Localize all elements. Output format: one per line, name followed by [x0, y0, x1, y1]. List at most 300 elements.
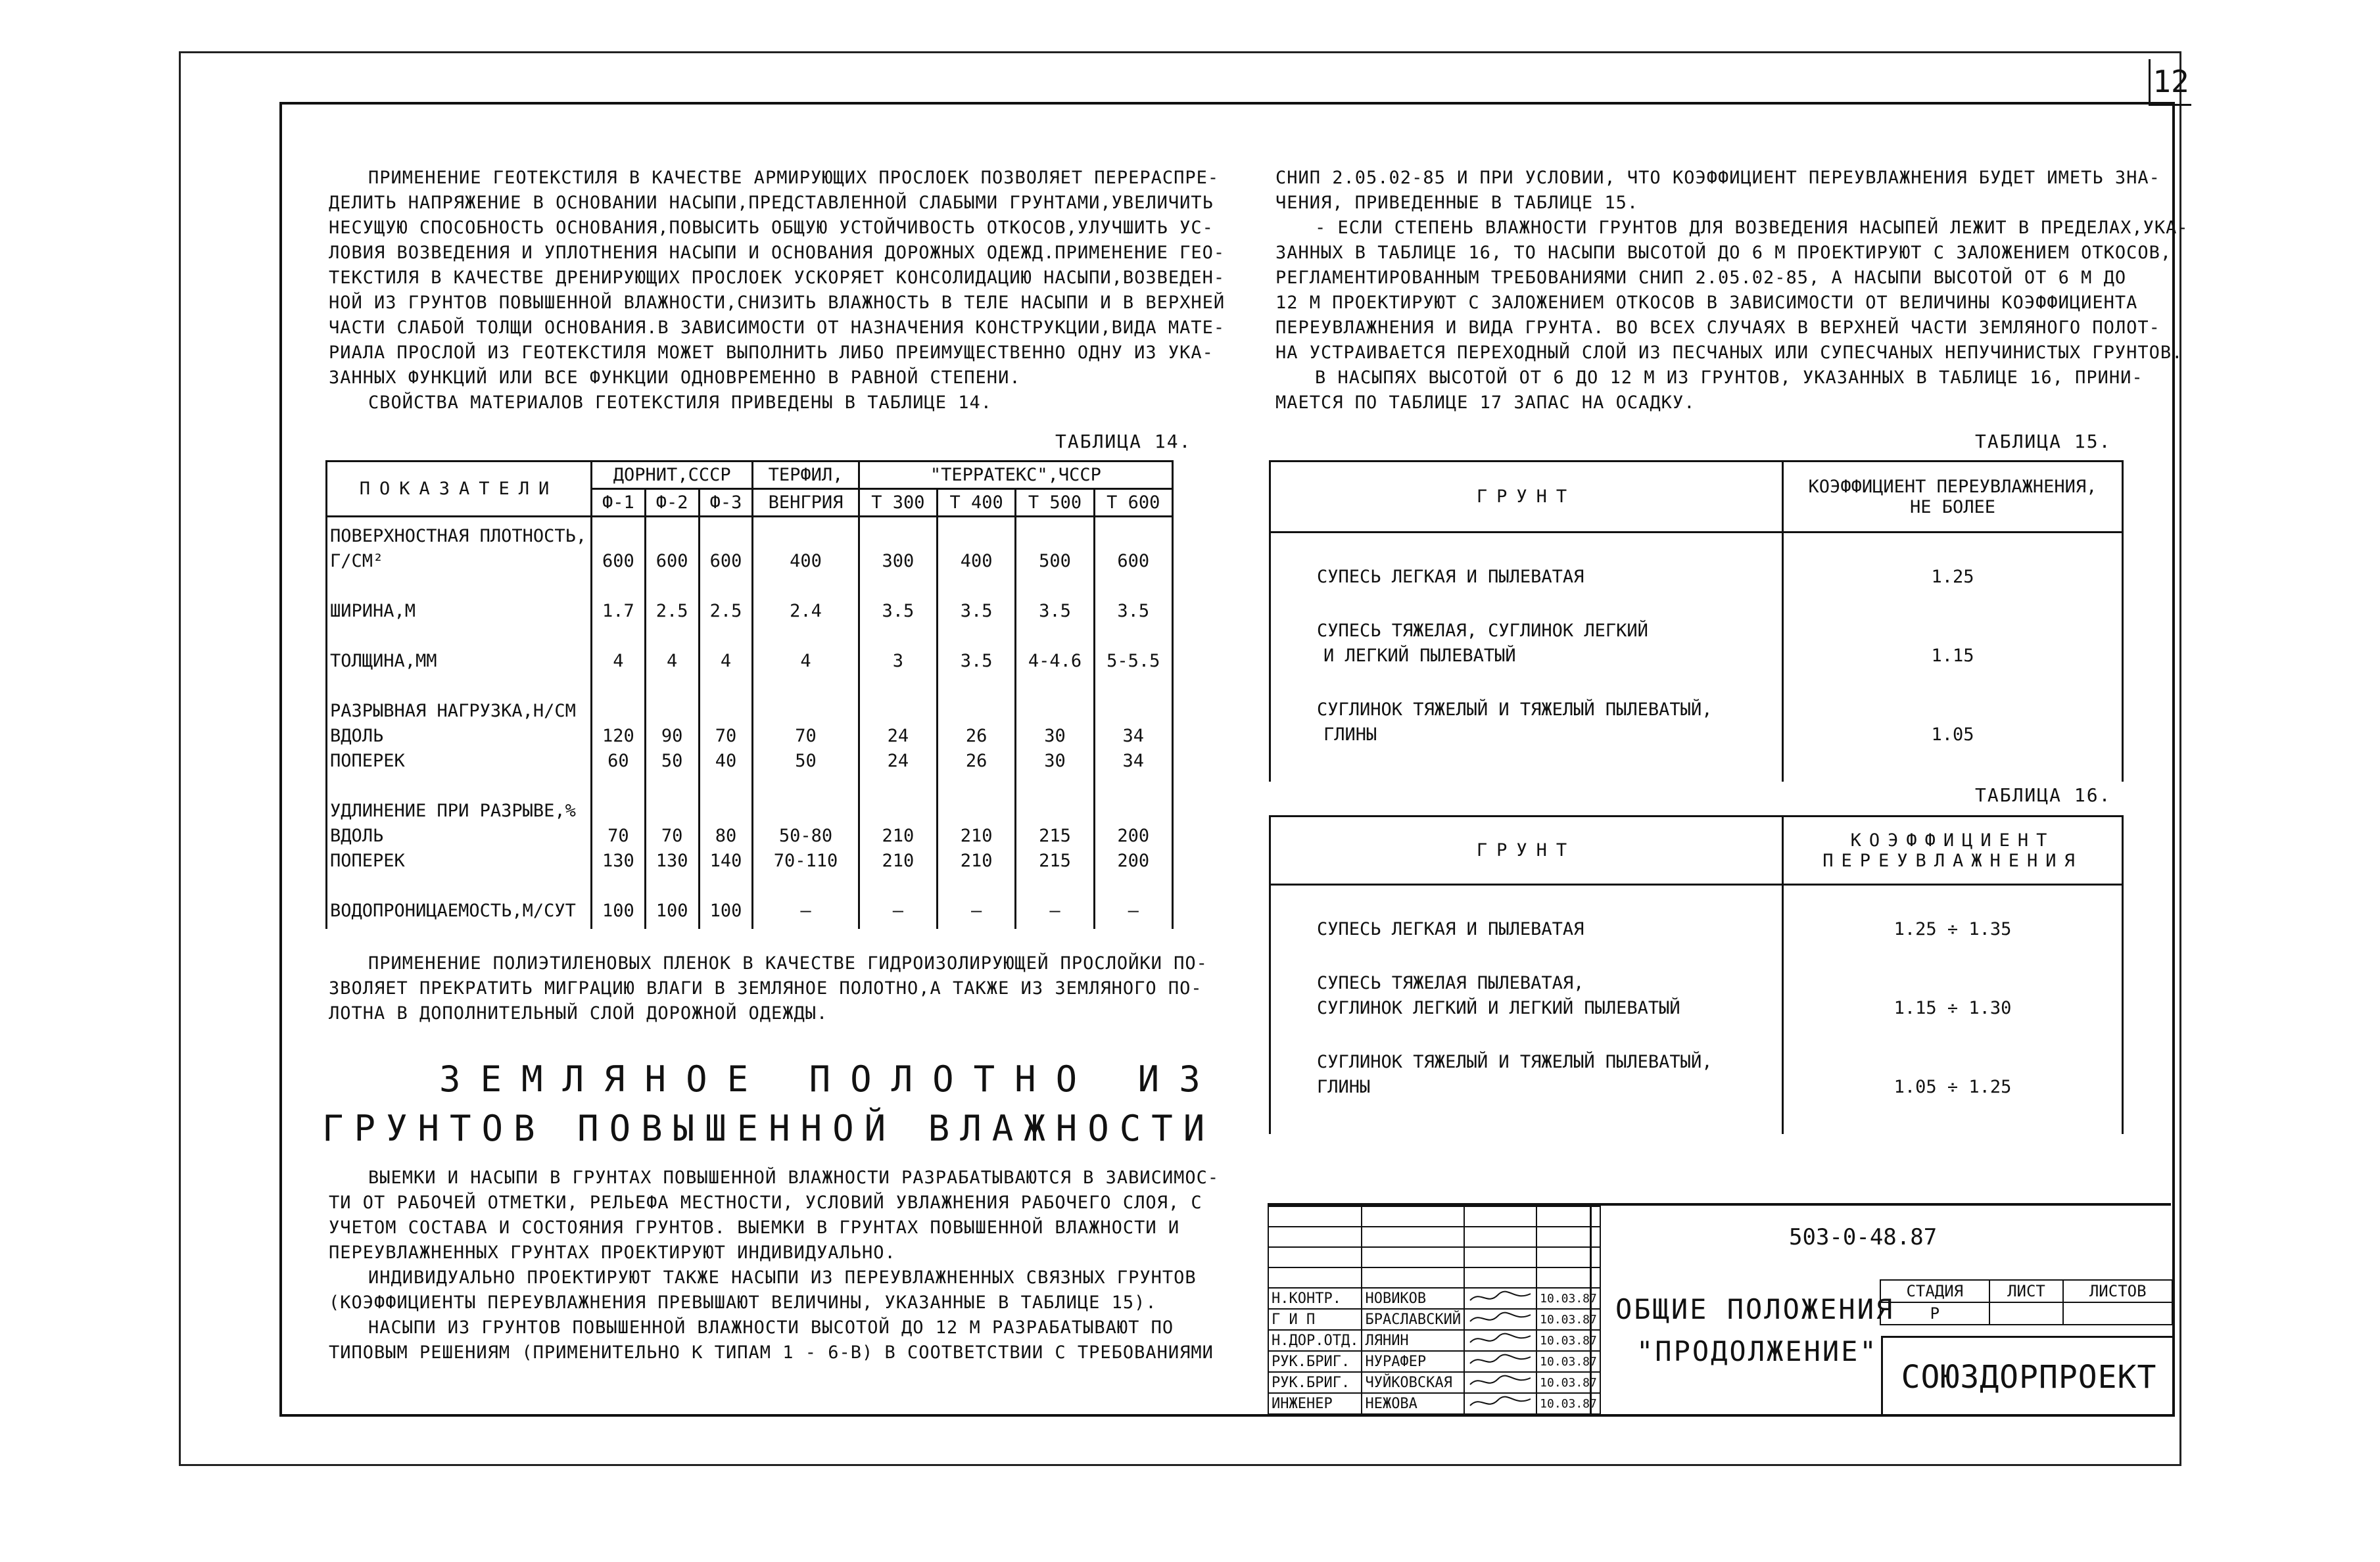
stamp-blank [1362, 1206, 1464, 1227]
coefficient-row [1784, 540, 2122, 619]
signature-scribble-icon [1467, 1331, 1533, 1346]
table14-value [703, 699, 750, 724]
table14-value [863, 799, 934, 824]
table14-value [703, 574, 750, 599]
table14-value [941, 574, 1012, 599]
coefficient-value [1784, 942, 2122, 967]
table15-coef-header-line1: КОЭФФИЦИЕНТ ПЕРЕУВЛАЖНЕНИЯ, [1808, 476, 2097, 497]
group-dornit: ДОРНИТ,СССР [592, 462, 753, 489]
signature-scribble-icon [1467, 1373, 1533, 1388]
section-body-text [329, 1166, 1220, 1365]
stamp-person-name: НОВИКОВ [1362, 1288, 1464, 1309]
text-line: ПРИМЕНЕНИЕ ПОЛИЭТИЛЕНОВЫХ ПЛЕНОК В КАЧЕСТВЕ ГИДРОИЗОЛИРУЮЩЕЙ ПРОСЛОЙКИ ПО- [368, 953, 1208, 974]
table16-soil-header: ГРУНТ [1270, 816, 1783, 885]
table14-value [863, 624, 934, 649]
section-heading-line2: ГРУНТОВ ПОВЫШЕННОЙ ВЛАЖНОСТИ [322, 1108, 1216, 1149]
stamp-blank [1268, 1247, 1362, 1267]
table15-coef-header [1783, 462, 2123, 532]
table14-value [756, 574, 855, 599]
coefficient-value [1784, 540, 2122, 565]
stamp-person-name: НУРАФЕР [1362, 1351, 1464, 1372]
group-terfil: ТЕРФИЛ, [753, 462, 859, 489]
table14-value [941, 524, 1012, 549]
table14-value: 34 [1122, 726, 1145, 746]
coefficient-value [1784, 1021, 2122, 1046]
table14-value [595, 874, 642, 899]
coefficient-row [1784, 892, 2122, 971]
table14-value: 210 [882, 826, 915, 846]
signature-scribble-icon [1467, 1352, 1533, 1367]
text-line: МАЕТСЯ ПО ТАБЛИЦЕ 17 ЗАПАС НА ОСАДКУ. [1275, 392, 1696, 413]
table14-value: — [1128, 901, 1139, 921]
stamp-person-name: НЕЖОВА [1362, 1393, 1464, 1414]
soil-name [1317, 1100, 1782, 1125]
stamp-role: РУК.БРИГ. [1268, 1372, 1362, 1393]
text-line: ПРИМЕНЕНИЕ ГЕОТЕКСТИЛЯ В КАЧЕСТВЕ АРМИРУЮЩИХ ПРОСЛОЕК ПОЗВОЛЯЕТ ПЕРЕРАСПРЕ- [368, 168, 1220, 188]
soil-name: СУГЛИНОК ЛЕГКИЙ И ЛЕГКИЙ ПЫЛЕВАТЫЙ [1317, 998, 1680, 1018]
signature-scribble-icon [1467, 1310, 1533, 1325]
indicator-label [330, 874, 588, 899]
table14-value [649, 874, 696, 899]
table14-value [756, 624, 855, 649]
soil-name: И ЛЕГКИЙ ПЫЛЕВАТЫЙ [1323, 646, 1516, 666]
page-number: 12 [2149, 59, 2191, 106]
coefficient-column [1783, 885, 2123, 1135]
table14-value [941, 799, 1012, 824]
text-line: ИНДИВИДУАЛЬНО ПРОЕКТИРУЮТ ТАКЖЕ НАСЫПИ ИЗ ПЕРЕУВЛАЖНЕННЫХ СВЯЗНЫХ ГРУНТОВ [368, 1267, 1197, 1288]
table14-value-column [859, 517, 937, 930]
table14-value: 4 [667, 651, 678, 671]
table14-value [649, 799, 696, 824]
table14-value: 4 [800, 651, 811, 671]
table14-value-column [753, 517, 859, 930]
table14-value: 2.5 [709, 601, 742, 621]
table-14 [325, 460, 1174, 929]
table14-value: 30 [1044, 751, 1066, 771]
col-t500: Т 500 [1016, 489, 1094, 517]
stamp-role: ИНЖЕНЕР [1268, 1393, 1362, 1414]
table14-value: 3.5 [960, 601, 993, 621]
table14-value: 3.5 [1039, 601, 1071, 621]
table16-coef-header-line2: ПЕРЕУВЛАЖНЕНИЯ [1822, 850, 2083, 871]
table14-value: — [800, 901, 811, 921]
coefficient-value [1784, 892, 2122, 917]
signature-scribble-icon [1467, 1394, 1533, 1409]
table14-value: 210 [882, 851, 915, 871]
stamp-blank [1464, 1227, 1536, 1247]
text-line: РЕГЛАМЕНТИРОВАННЫМ ТРЕБОВАНИЯМИ СНИП 2.05.02-85, А НАСЫПИ ВЫСОТОЙ ОТ 6 М ДО [1275, 268, 2127, 288]
text-line: ТЕКСТИЛЯ В КАЧЕСТВЕ ДРЕНИРУЮЩИХ ПРОСЛОЕК УСКОРЯЕТ КОНСОЛИДАЦИЮ НАСЫПИ,ВОЗВЕДЕН- [329, 268, 1226, 288]
stamp-signature [1464, 1351, 1536, 1372]
text-line: ПЕРЕУВЛАЖНЕНИЯ И ВИДА ГРУНТА. ВО ВСЕХ СЛУЧАЯХ В ВЕРХНЕЙ ЧАСТИ ЗЕМЛЯНОГО ПОЛОТ- [1275, 318, 2160, 338]
soil-row [1317, 619, 1782, 698]
polyethylene-text [329, 951, 1208, 1026]
table14-value [1098, 624, 1169, 649]
table14-value: 70 [607, 826, 629, 846]
text-line: НЕСУЩУЮ СПОСОБНОСТЬ ОСНОВАНИЯ,ПОВЫСИТЬ ОБЩУЮ УСТОЙЧИВОСТЬ ОТКОСОВ,УЛУЧШИТЬ УС- [329, 218, 1214, 238]
table14-value [649, 574, 696, 599]
table14-value: 100 [602, 901, 634, 921]
text-line: РИАЛА ПРОСЛОЙ ИЗ ГЕОТЕКСТИЛЯ МОЖЕТ ВЫПОЛНИТЬ ЛИБО ПРЕИМУЩЕСТВЕННО ОДНУ ИЗ УКА- [329, 343, 1214, 363]
col-f1: Ф-1 [592, 489, 646, 517]
table14-value: — [971, 901, 982, 921]
sheet-value [1989, 1302, 2064, 1325]
signatures-area [1268, 1206, 1597, 1415]
soil-name [1317, 892, 1782, 917]
soil-name: СУПЕСЬ ТЯЖЕЛАЯ, СУГЛИНОК ЛЕГКИЙ [1317, 621, 1648, 641]
table14-value [941, 874, 1012, 899]
table14-value: 600 [709, 551, 742, 571]
table14-value [1019, 774, 1090, 799]
table14-value [1098, 699, 1169, 724]
indicator-label [330, 774, 588, 799]
table14-value-column [645, 517, 699, 930]
text-line: - ЕСЛИ СТЕПЕНЬ ВЛАЖНОСТИ ГРУНТОВ ДЛЯ ВОЗВЕДЕНИЯ НАСЫПЕЙ ЛЕЖИТ В ПРЕДЕЛАХ,УКА- [1315, 218, 2189, 238]
table14-value: 26 [965, 726, 988, 746]
sheets-value [2063, 1302, 2172, 1325]
table14-value: — [1049, 901, 1060, 921]
table14-value: 120 [602, 726, 634, 746]
right-column-text [1275, 166, 2189, 415]
table15-soil-header: ГРУНТ [1270, 462, 1783, 532]
table14-value: 140 [709, 851, 742, 871]
table14-value: 400 [960, 551, 993, 571]
table14-value: 1.7 [602, 601, 634, 621]
table14-value: 210 [960, 851, 993, 871]
soil-name: СУПЕСЬ ЛЕГКАЯ И ПЫЛЕВАТАЯ [1317, 919, 1584, 939]
stamp-date: 10.03.87 [1536, 1393, 1600, 1414]
stamp-person-name: ЧУЙКОВСКАЯ [1362, 1372, 1464, 1393]
table14-value [756, 524, 855, 549]
table14-value [649, 674, 696, 699]
table14-value: 4 [720, 651, 732, 671]
table14-value: 2.5 [655, 601, 688, 621]
stamp-date: 10.03.87 [1536, 1288, 1600, 1309]
soil-name [1317, 669, 1782, 694]
soil-row [1317, 971, 1782, 1050]
table14-value: 4 [613, 651, 624, 671]
table14-value [595, 624, 642, 649]
table14-value: 300 [882, 551, 915, 571]
table14-value-column [1016, 517, 1094, 930]
stamp-role: РУК.БРИГ. [1268, 1351, 1362, 1372]
soil-name [1317, 747, 1782, 772]
table14-value [1098, 674, 1169, 699]
indicator-label: УДЛИНЕНИЕ ПРИ РАЗРЫВЕ,% [330, 801, 576, 821]
table14-value: 80 [715, 826, 737, 846]
coefficient-value [1784, 1050, 2122, 1075]
table15-caption: ТАБЛИЦА 15. [1975, 431, 2112, 452]
indicator-labels [327, 517, 592, 930]
table14-value: 3 [892, 651, 903, 671]
indicator-label: ПОВЕРХНОСТНАЯ ПЛОТНОСТЬ, [330, 526, 587, 546]
indicator-label: ТОЛЩИНА,ММ [330, 651, 437, 671]
text-line: НА УСТРАИВАЕТСЯ ПЕРЕХОДНЫЙ СЛОЙ ИЗ ПЕСЧАНЫХ ИЛИ СУПЕСЧАНЫХ НЕПУЧИНИСТЫХ ГРУНТОВ. [1275, 343, 2183, 363]
table14-value: 70-110 [773, 851, 838, 871]
coefficient-value [1784, 698, 2122, 722]
sheet-title [1615, 1289, 1894, 1373]
table14-value [941, 774, 1012, 799]
table15-coef-header-line2: НЕ БОЛЕЕ [1909, 496, 1996, 517]
stamp-blank [1464, 1267, 1536, 1288]
table14-value: 60 [607, 751, 629, 771]
stamp-person-name: БРАСЛАВСКИЙ [1362, 1309, 1464, 1330]
coefficient-value [1784, 669, 2122, 694]
stamp-blank [1268, 1267, 1362, 1288]
coefficient-value: 1.05 ÷ 1.25 [1893, 1077, 2012, 1097]
signature-scribble-icon [1467, 1289, 1533, 1304]
stamp-signature [1464, 1309, 1536, 1330]
col-terfil: ВЕНГРИЯ [753, 489, 859, 517]
coefficient-value [1784, 747, 2122, 772]
table14-value [595, 574, 642, 599]
section-heading-line1: ЗЕМЛЯНОЕ ПОЛОТНО ИЗ [439, 1058, 1220, 1100]
group-terratex: "ТЕРРАТЕКС",ЧССР [859, 462, 1172, 489]
coefficient-value: 1.15 ÷ 1.30 [1893, 998, 2012, 1018]
soil-name: ГЛИНЫ [1323, 724, 1377, 745]
stamp-signature [1464, 1372, 1536, 1393]
soil-name: СУГЛИНОК ТЯЖЕЛЫЙ И ТЯЖЕЛЫЙ ПЫЛЕВАТЫЙ, [1317, 699, 1713, 720]
stamp-date: 10.03.87 [1536, 1330, 1600, 1351]
text-line: (КОЭФФИЦИЕНТЫ ПЕРЕУВЛАЖНЕНИЯ ПРЕВЫШАЮТ ВЕЛИЧИНЫ, УКАЗАННЫЕ В ТАБЛИЦЕ 15). [329, 1292, 1157, 1313]
stamp-blank [1268, 1227, 1362, 1247]
table14-value: 600 [1117, 551, 1150, 571]
indicator-label: ПОПЕРЕК [330, 751, 405, 771]
stage-label: СТАДИЯ [1880, 1280, 1989, 1302]
table14-value: 5-5.5 [1107, 651, 1160, 671]
table14-value [703, 874, 750, 899]
text-line: ТИ ОТ РАБОЧЕЙ ОТМЕТКИ, РЕЛЬЕФА МЕСТНОСТИ, УСЛОВИЙ УВЛАЖНЕНИЯ РАБОЧЕГО СЛОЯ, С [329, 1193, 1202, 1213]
table14-value [756, 674, 855, 699]
indicator-label [330, 624, 588, 649]
table14-value-column [699, 517, 753, 930]
table14-value [1098, 874, 1169, 899]
indicator-label: ВДОЛЬ [330, 826, 384, 846]
stamp-role: Н.КОНТР. [1268, 1288, 1362, 1309]
table14-value-column [1094, 517, 1172, 930]
table14-value [703, 774, 750, 799]
text-line: ПЕРЕУВЛАЖНЕННЫХ ГРУНТАХ ПРОЕКТИРУЮТ ИНДИВИДУАЛЬНО. [329, 1242, 896, 1263]
stamp-date: 10.03.87 [1536, 1372, 1600, 1393]
indicator-label: ПОПЕРЕК [330, 851, 405, 871]
coefficient-value: 1.15 [1931, 646, 1974, 666]
table14-value [756, 699, 855, 724]
table14-value [863, 699, 934, 724]
table14-value: 130 [655, 851, 688, 871]
table14-value [595, 674, 642, 699]
text-line: УЧЕТОМ СОСТАВА И СОСТОЯНИЯ ГРУНТОВ. ВЫЕМКИ В ГРУНТАХ ПОВЫШЕННОЙ ВЛАЖНОСТИ И [329, 1218, 1180, 1238]
table14-value: 30 [1044, 726, 1066, 746]
coefficient-row [1784, 619, 2122, 698]
table14-value [941, 674, 1012, 699]
coefficient-row [1784, 971, 2122, 1050]
text-line: НАСЫПИ ИЗ ГРУНТОВ ПОВЫШЕННОЙ ВЛАЖНОСТИ ВЫСОТОЙ ДО 12 М РАЗРАБАТЫВАЮТ ПО [368, 1317, 1174, 1338]
table14-value: 70 [795, 726, 817, 746]
title-area [1590, 1206, 2173, 1415]
indicator-label: Г/СМ² [330, 551, 384, 571]
table14-value: 34 [1122, 751, 1145, 771]
table14-value [863, 524, 934, 549]
text-line: СВОЙСТВА МАТЕРИАЛОВ ГЕОТЕКСТИЛЯ ПРИВЕДЕНЫ В ТАБЛИЦЕ 14. [368, 392, 993, 413]
table14-value [703, 799, 750, 824]
table14-value [863, 674, 934, 699]
soil-name: СУГЛИНОК ТЯЖЕЛЫЙ И ТЯЖЕЛЫЙ ПЫЛЕВАТЫЙ, [1317, 1052, 1713, 1072]
table14-value: 26 [965, 751, 988, 771]
table14-value [1019, 524, 1090, 549]
table14-value [1098, 574, 1169, 599]
text-line: ЧЕНИЯ, ПРИВЕДЕННЫЕ В ТАБЛИЦЕ 15. [1275, 193, 1639, 213]
soil-row [1317, 1050, 1782, 1129]
coefficient-row [1784, 698, 2122, 776]
stamp-signature [1464, 1330, 1536, 1351]
coefficient-value [1784, 1100, 2122, 1125]
stamp-signature [1464, 1393, 1536, 1414]
text-line: ВЫЕМКИ И НАСЫПИ В ГРУНТАХ ПОВЫШЕННОЙ ВЛАЖНОСТИ РАЗРАБАТЫВАЮТСЯ В ЗАВИСИМОС- [368, 1168, 1220, 1188]
coefficient-value [1784, 619, 2122, 644]
indicator-label [330, 674, 588, 699]
table14-caption: ТАБЛИЦА 14. [1055, 431, 1192, 452]
sheet-title-line2: "ПРОДОЛЖЕНИЕ" [1636, 1335, 1878, 1367]
table14-value: 200 [1117, 826, 1150, 846]
soil-column [1270, 885, 1783, 1135]
text-line: 12 М ПРОЕКТИРУЮТ С ЗАЛОЖЕНИЕМ ОТКОСОВ В ЗАВИСИМОСТИ ОТ ВЕЛИЧИНЫ КОЭФФИЦИЕНТА [1275, 293, 2138, 313]
table14-value [863, 874, 934, 899]
table14-value [649, 524, 696, 549]
table14-value: 90 [661, 726, 683, 746]
indicator-label: ВОДОПРОНИЦАЕМОСТЬ,М/СУТ [330, 901, 576, 921]
stamp-date: 10.03.87 [1536, 1351, 1600, 1372]
text-line: ДЕЛИТЬ НАПРЯЖЕНИЕ В ОСНОВАНИИ НАСЫПИ,ПРЕДСТАВЛЕННОЙ СЛАБЫМИ ГРУНТАМИ,УВЕЛИЧИТЬ [329, 193, 1214, 213]
text-line: ЗАННЫХ ФУНКЦИЙ ИЛИ ВСЕ ФУНКЦИИ ОДНОВРЕМЕННО В РАВНОЙ СТЕПЕНИ. [329, 367, 1021, 388]
stage-value: Р [1880, 1302, 1989, 1325]
table14-value [1019, 624, 1090, 649]
soil-name [1317, 540, 1782, 565]
coefficient-row [1784, 1050, 2122, 1129]
table14-value: 3.5 [882, 601, 915, 621]
table14-value: 200 [1117, 851, 1150, 871]
table14-value: 40 [715, 751, 737, 771]
col-t400: Т 400 [938, 489, 1016, 517]
table14-value [756, 874, 855, 899]
stamp-blank [1362, 1247, 1464, 1267]
table14-value: 500 [1039, 551, 1071, 571]
table14-value: 210 [960, 826, 993, 846]
table14-value [1019, 674, 1090, 699]
table14-value [756, 774, 855, 799]
stamp-blank [1362, 1227, 1464, 1247]
coefficient-value [1784, 971, 2122, 996]
table14-value [595, 774, 642, 799]
table14-value-column [592, 517, 646, 930]
table16-caption: ТАБЛИЦА 16. [1975, 784, 2112, 806]
table14-value: 215 [1039, 851, 1071, 871]
table16-coef-header-line1: КОЭФФИЦИЕНТ [1850, 830, 2055, 851]
sheet-title-line1: ОБЩИЕ ПОЛОЖЕНИЯ [1615, 1293, 1895, 1325]
table14-value [1019, 799, 1090, 824]
indicator-label: ШИРИНА,М [330, 601, 416, 621]
table14-value [863, 574, 934, 599]
table14-value: 2.4 [790, 601, 822, 621]
soil-name: СУПЕСЬ ЛЕГКАЯ И ПЫЛЕВАТАЯ [1317, 567, 1584, 587]
table14-value [703, 674, 750, 699]
table14-value [941, 699, 1012, 724]
table14-value: 50-80 [778, 826, 833, 846]
stamp-person-name: ЛЯНИН [1362, 1330, 1464, 1351]
text-line: ЛОТНА В ДОПОЛНИТЕЛЬНЫЙ СЛОЙ ДОРОЖНОЙ ОДЕЖДЫ. [329, 1003, 828, 1024]
table14-value: 24 [887, 726, 909, 746]
signatures-table [1268, 1206, 1601, 1415]
col-f3: Ф-3 [699, 489, 753, 517]
soil-name: ГЛИНЫ [1317, 1077, 1371, 1097]
table14-value [1098, 524, 1169, 549]
stamp-blank [1464, 1206, 1536, 1227]
table14-value [595, 799, 642, 824]
stage-table [1880, 1279, 2173, 1325]
table14-value: 600 [655, 551, 688, 571]
organization-name: СОЮЗДОРПРОЕКТ [1881, 1336, 2175, 1417]
text-line: НОЙ ИЗ ГРУНТОВ ПОВЫШЕННОЙ ВЛАЖНОСТИ,СНИЗИТЬ ВЛАЖНОСТЬ В ТЕЛЕ НАСЫПИ И В ВЕРХНЕЙ [329, 293, 1226, 313]
soil-name [1317, 942, 1782, 967]
coefficient-value: 1.25 [1931, 567, 1974, 587]
table14-value [1098, 774, 1169, 799]
coefficient-value: 1.05 [1931, 724, 1974, 745]
soil-row [1317, 540, 1782, 619]
coefficient-value [1784, 590, 2122, 615]
table14-value [703, 624, 750, 649]
stamp-role: Н.ДОР.ОТД. [1268, 1330, 1362, 1351]
table14-value: 50 [661, 751, 683, 771]
table14-value: 70 [661, 826, 683, 846]
table-15 [1269, 460, 2124, 782]
text-line: ЗВОЛЯЕТ ПРЕКРАТИТЬ МИГРАЦИЮ ВЛАГИ В ЗЕМЛЯНОЕ ПОЛОТНО,А ТАКЖЕ ИЗ ЗЕМЛЯНОГО ПО- [329, 978, 1202, 999]
stamp-signature [1464, 1288, 1536, 1309]
intro-text [329, 166, 1226, 415]
table14-value: 400 [790, 551, 822, 571]
stamp-role: Г И П [1268, 1309, 1362, 1330]
table14-value-column [938, 517, 1016, 930]
table14-value [1019, 574, 1090, 599]
text-line: ЧАСТИ СЛАБОЙ ТОЛЩИ ОСНОВАНИЯ.В ЗАВИСИМОСТИ ОТ НАЗНАЧЕНИЯ КОНСТРУКЦИИ,ВИДА МАТЕ- [329, 318, 1226, 338]
text-line: СНИП 2.05.02-85 И ПРИ УСЛОВИИ, ЧТО КОЭФФИЦИЕНТ ПЕРЕУВЛАЖНЕНИЯ БУДЕТ ИМЕТЬ ЗНА- [1275, 168, 2160, 188]
stamp-blank [1268, 1206, 1362, 1227]
soil-column [1270, 532, 1783, 782]
sheet-label: ЛИСТ [1989, 1280, 2064, 1302]
table14-value [595, 524, 642, 549]
table14-value: 3.5 [1117, 601, 1150, 621]
table14-value [649, 624, 696, 649]
soil-row [1317, 698, 1782, 776]
table14-value: — [892, 901, 903, 921]
table14-value: 100 [655, 901, 688, 921]
table14-value: 215 [1039, 826, 1071, 846]
text-line: В НАСЫПЯХ ВЫСОТОЙ ОТ 6 ДО 12 М ИЗ ГРУНТОВ, УКАЗАННЫХ В ТАБЛИЦЕ 16, ПРИНИ- [1315, 367, 2143, 388]
table14-value: 50 [795, 751, 817, 771]
table14-value: 4-4.6 [1028, 651, 1082, 671]
indicator-header: ПОКАЗАТЕЛИ [327, 462, 592, 517]
indicator-label: РАЗРЫВНАЯ НАГРУЗКА,Н/СМ [330, 701, 576, 721]
soil-row [1317, 892, 1782, 971]
stamp-blank [1464, 1247, 1536, 1267]
table14-value [941, 624, 1012, 649]
coefficient-column [1783, 532, 2123, 782]
text-line: ТИПОВЫМ РЕШЕНИЯМ (ПРИМЕНИТЕЛЬНО К ТИПАМ 1 - 6-В) В СООТВЕТСТВИИ С ТРЕБОВАНИЯМИ [329, 1342, 1214, 1363]
table14-value: 70 [715, 726, 737, 746]
col-t600: Т 600 [1094, 489, 1172, 517]
table14-value [1098, 799, 1169, 824]
table14-value [863, 774, 934, 799]
table14-value [756, 799, 855, 824]
soil-name: СУПЕСЬ ТЯЖЕЛАЯ ПЫЛЕВАТАЯ, [1317, 973, 1584, 993]
